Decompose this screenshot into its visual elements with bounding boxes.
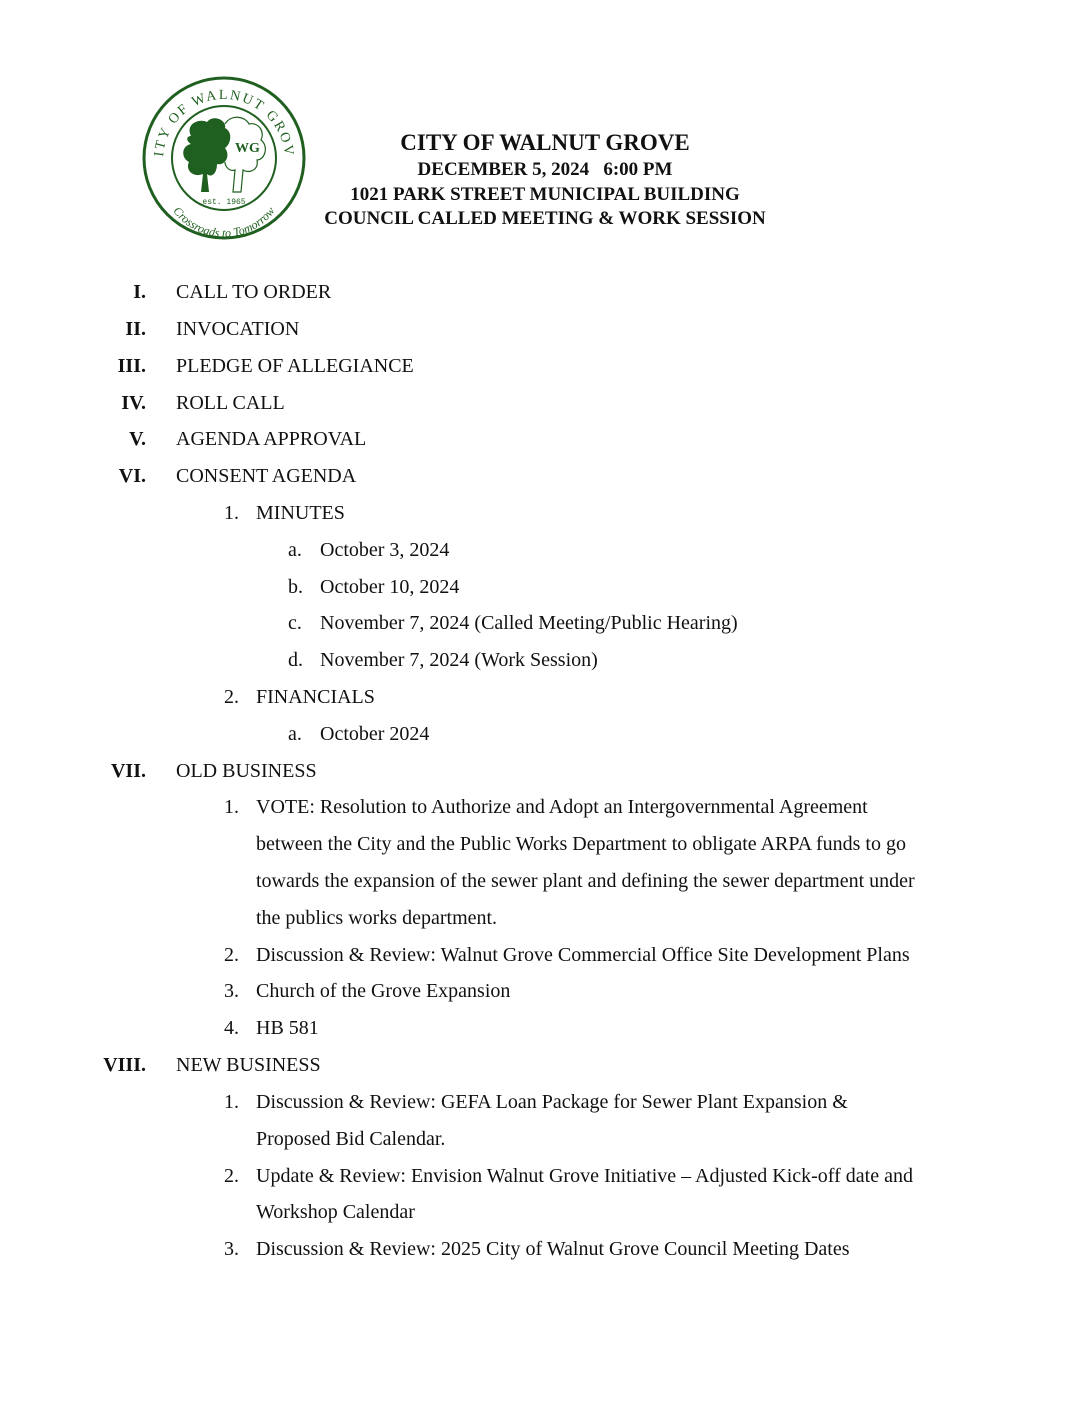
section-number: I. [133, 281, 146, 303]
svg-text:CITY OF WALNUT GROVE: ITY OF WALNUT GROV [152, 88, 297, 159]
svg-text:est. 1965: est. 1965 [202, 198, 246, 207]
item-vote-line: the publics works department. [256, 907, 498, 929]
item-number: 2. [224, 686, 239, 708]
item-new-business: Discussion & Review: 2025 City of Walnut Grove Council Meeting Dates [256, 1238, 850, 1260]
section-number: V. [129, 428, 146, 450]
meeting-date-time: DECEMBER 5, 2024 6:00 PM [417, 159, 673, 180]
subitem-minutes: November 7, 2024 (Work Session) [320, 649, 598, 671]
item-old-business: HB 581 [256, 1017, 319, 1039]
item-vote-line: towards the expansion of the sewer plant and defining the sewer department under [256, 870, 915, 892]
item-old-business: Discussion & Review: Walnut Grove Commercial Office Site Development Plans [256, 944, 910, 966]
item-number: 2. [224, 944, 239, 966]
subitem-letter: c. [288, 612, 302, 634]
item-minutes: MINUTES [256, 502, 345, 524]
item-vote-line: between the City and the Public Works Department to obligate ARPA funds to go [256, 833, 906, 855]
section-number: IV. [121, 392, 146, 414]
subitem-minutes: November 7, 2024 (Called Meeting/Public Hearing) [320, 612, 738, 634]
item-number: 3. [224, 980, 239, 1002]
subitem-minutes: October 3, 2024 [320, 539, 450, 561]
subitem-financials: October 2024 [320, 723, 430, 745]
city-seal-logo [141, 74, 307, 242]
item-number: 1. [224, 796, 239, 818]
meeting-type: COUNCIL CALLED MEETING & WORK SESSION [324, 208, 766, 229]
item-new-business-line: Update & Review: Envision Walnut Grove Initiative – Adjusted Kick-off date and [256, 1165, 913, 1187]
item-number: 1. [224, 1091, 239, 1113]
item-vote-line: VOTE: Resolution to Authorize and Adopt an Intergovernmental Agreement [256, 796, 868, 818]
item-number: 3. [224, 1238, 239, 1260]
section-number: VI. [118, 465, 146, 487]
item-number: 1. [224, 502, 239, 524]
subitem-minutes: October 10, 2024 [320, 576, 460, 598]
item-new-business-line: Workshop Calendar [256, 1201, 415, 1223]
subitem-letter: d. [288, 649, 303, 671]
section-invocation: INVOCATION [176, 318, 300, 340]
section-number: VII. [110, 760, 146, 782]
section-number: VIII. [103, 1054, 146, 1076]
item-new-business-line: Discussion & Review: GEFA Loan Package for Sewer Plant Expansion & [256, 1091, 848, 1113]
section-agenda-approval: AGENDA APPROVAL [176, 428, 367, 450]
meeting-location: 1021 PARK STREET MUNICIPAL BUILDING [350, 184, 740, 205]
section-call-to-order: CALL TO ORDER [176, 281, 332, 303]
subitem-letter: a. [288, 539, 302, 561]
item-old-business: Church of the Grove Expansion [256, 980, 511, 1002]
section-consent-agenda: CONSENT AGENDA [176, 465, 357, 487]
item-new-business-line: Proposed Bid Calendar. [256, 1128, 446, 1150]
subitem-letter: a. [288, 723, 302, 745]
city-title: CITY OF WALNUT GROVE [400, 130, 690, 155]
section-number: II. [125, 318, 146, 340]
section-pledge: PLEDGE OF ALLEGIANCE [176, 355, 414, 377]
section-number: III. [117, 355, 146, 377]
section-roll-call: ROLL CALL [176, 392, 285, 414]
section-new-business: NEW BUSINESS [176, 1054, 321, 1076]
section-old-business: OLD BUSINESS [176, 760, 317, 782]
item-number: 2. [224, 1165, 239, 1187]
item-financials: FINANCIALS [256, 686, 375, 708]
svg-text:WG: WG [235, 141, 260, 156]
svg-text:Crossroads to Tomorrow: Crossroads to Tomorrow [170, 203, 278, 241]
item-number: 4. [224, 1017, 239, 1039]
subitem-letter: b. [288, 576, 303, 598]
